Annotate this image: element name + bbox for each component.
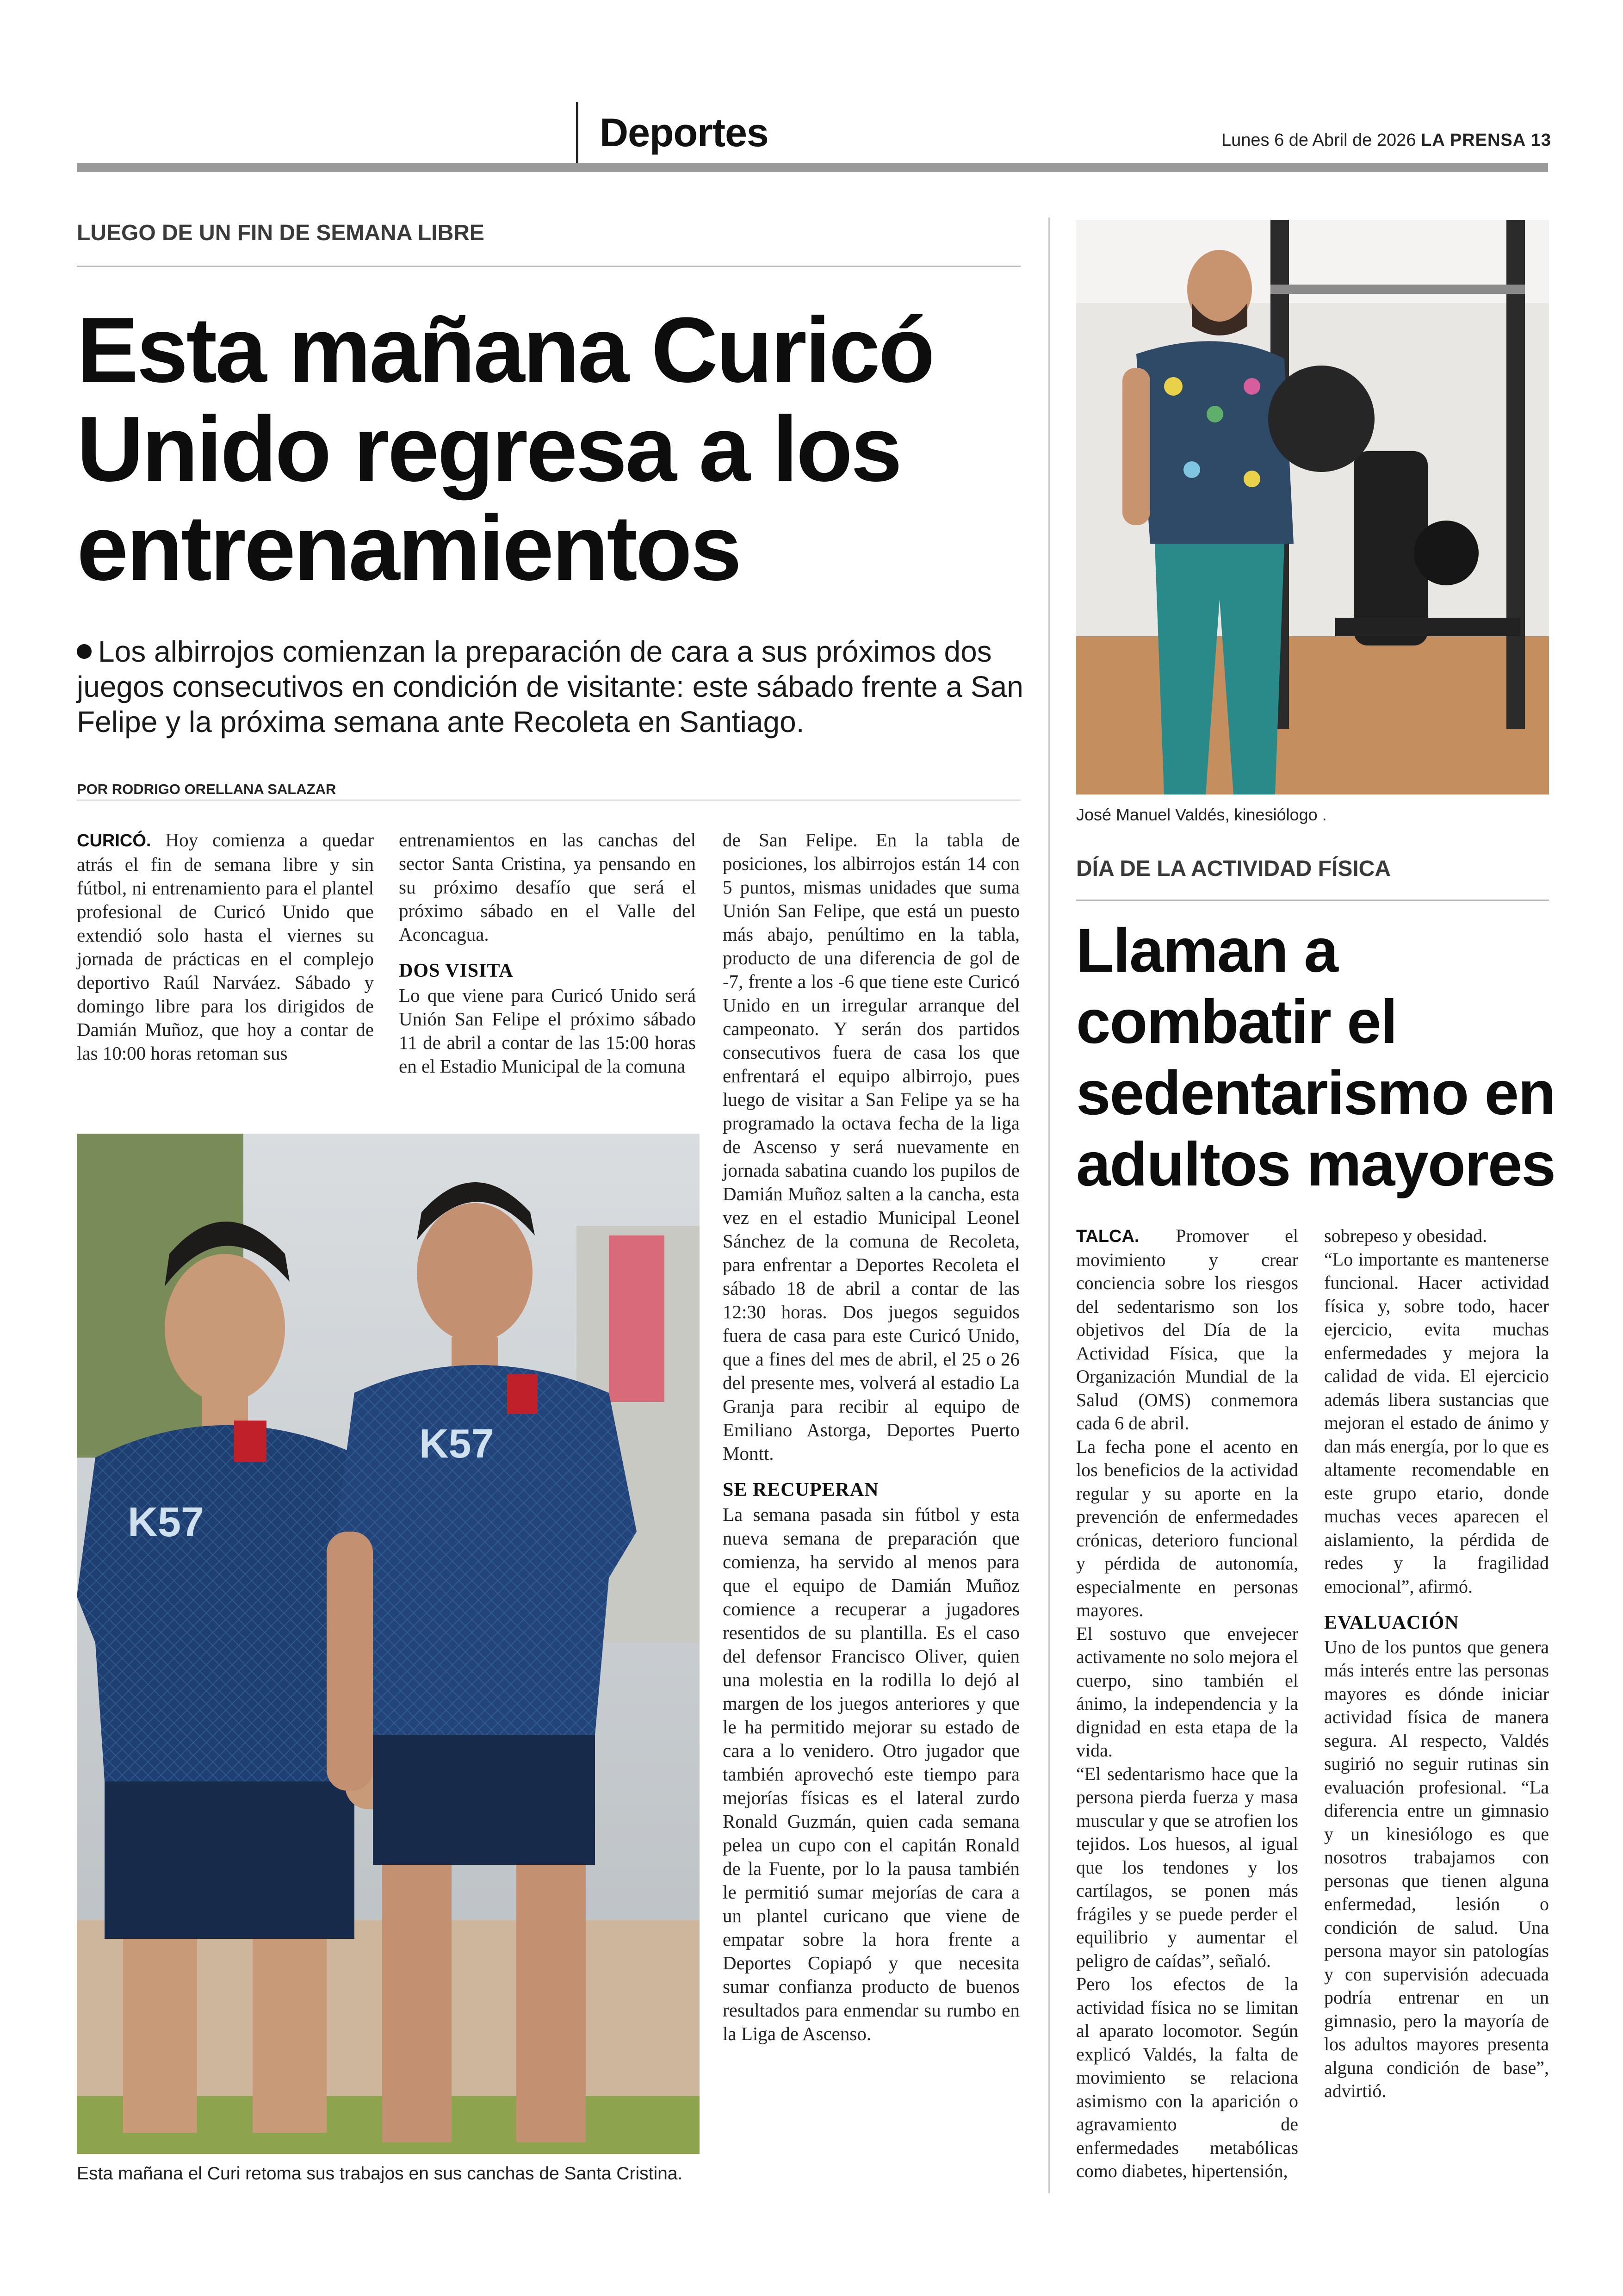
main-kicker: LUEGO DE UN FIN DE SEMANA LIBRE: [77, 221, 484, 245]
side-headline: Llaman a combatir el sedentarismo en adultos mayores: [1076, 916, 1555, 1199]
side-paragraph-6: “Lo importante es mantenerse funcional. Hacer actividad física y, sobre todo, hacer ejercicio, evita muchas enfermedades y mejora la calidad de vida. El ejercicio además libera sustancias que mejoran el estado de ánimo y dan más energía, por lo que es altamente recomendable en este grupo etario, donde muchas veces aparecen el aislamiento, la pérdida de redes y la fragilidad emocional”, afirmó.: [1324, 1248, 1549, 1597]
header-dateline: [1221, 130, 1551, 150]
main-headline: Esta mañana Curicó Unido regresa a los entrenamientos: [77, 298, 933, 600]
side-dateline: TALCA.: [1076, 1227, 1176, 1246]
side-paragraph-1-text: Promover el movimiento y crear conciencia sobre los riesgos del sedentarismo son los objetivos del Día de la Actividad Física, que la Organización Mundial de la Salud (OMS) conmemora cada 6 de abril.: [1076, 1225, 1299, 1433]
article-column-3: [723, 828, 1020, 2046]
side-paragraph-5-cont: sobrepeso y obesidad.: [1324, 1225, 1487, 1246]
main-kicker-rule: [77, 266, 1021, 267]
column-separator: [1048, 217, 1050, 2193]
article-column-2: [399, 828, 696, 1078]
header-rule: [77, 163, 1548, 172]
side-paragraph-1: [1076, 1224, 1298, 1435]
main-summary: [77, 634, 1030, 739]
side-subhead-1: EVALUACIÓN: [1324, 1612, 1459, 1633]
main-paragraph-2-cont: de San Felipe. En la tabla de posiciones, los albirrojos están 14 con 5 puntos, mismas unidades que suma Unión San Felipe, que está un puesto más abajo, penúltimo en la tabla, producto de una diferencia de gol de -7, frente a los -6 que tiene este Curicó Unido en un irregular arranque del campeonato. Y serán dos partidos consecutivos fuera de casa los que enfrentará el equipo albirrojo, pues luego de visitar a San Felipe ya se ha programado la octava fecha de la liga de Ascenso y será nuevamente en jornada sabatina cuando los pupilos de Damián Muñoz salten a la cancha, esta vez en el estadio Municipal Leonel Sánchez de la comuna de Recoleta, para enfrentar a Deportes Recoleta el sábado 18 de abril a contar de las 12:30 horas. Dos juegos seguidos fuera de casa para este Curicó Unido, que a fines del mes de abril, el 25 o 26 del presente mes, volverá al estadio La Granja para recibir al equipo de Emiliano Astorga, Deportes Puerto Montt.: [723, 829, 1020, 1464]
side-photo: [1076, 220, 1549, 794]
jersey-logo-left: K57: [128, 1499, 204, 1545]
page-number: 13: [1530, 130, 1552, 150]
side-paragraph-2: La fecha pone el acento en los beneficios de la actividad regular y su aporte en la prevención de enfermedades crónicas, deterioro funcional y pérdida de autonomía, especialmente en personas mayores.: [1076, 1436, 1298, 1620]
header-separator: [576, 102, 578, 164]
side-column-1: [1076, 1224, 1298, 2183]
side-paragraph-5: Pero los efectos de la actividad física no se limitan al aparato locomotor. Según explicó Valdés, la falta de movimiento se relaciona asimismo con la aparición o agravamiento de enfermedades metabólicas como diabetes, hipertensión,: [1076, 1973, 1298, 2181]
newspaper-name: LA PRENSA: [1421, 130, 1526, 150]
main-dateline: CURICÓ.: [77, 831, 151, 850]
main-paragraph-1: Hoy comienza a quedar atrás el fin de semana libre y sin fútbol, ni entrenamiento para el plantel profesional de Curicó Unido que extendió solo hasta el viernes su jornada de prácticas en el complejo deportivo Raúl Narváez. Sábado y domingo libre para los dirigidos de Damián Muñoz, que hoy a contar de las 10:00 horas retoman sus: [77, 829, 374, 1064]
main-photo: [77, 1134, 700, 2154]
side-paragraph-3: El sostuvo que envejecer activamente no solo mejora el cuerpo, sino también el ánimo, la independencia y la dignidad en esta etapa de la vida.: [1076, 1623, 1298, 1761]
side-paragraph-4: “El sedentarismo hace que la persona pierda fuerza y masa muscular y que se atrofien los tejidos. Los huesos, al igual que los tendones y los cartílagos, se ponen más frágiles y se puede perder el equilibrio y aumentar el peligro de caídas”, señaló.: [1076, 1763, 1298, 1971]
main-summary-text: Los albirrojos comienzan la preparación de cara a sus próximos dos juegos consecutivos en condición de visitante: este sábado frente a San Felipe y la próxima semana ante Recoleta en Santiago.: [77, 635, 1023, 738]
bullet-icon: [77, 644, 92, 659]
side-paragraph-7: Uno de los puntos que genera más interés entre las personas mayores es dónde iniciar actividad física de manera segura. Al respecto, Valdés sugirió no seguir rutinas sin evaluación profesional. “La diferencia entre un gimnasio y un kinesiólogo es que nosotros trabajamos con personas que tienen alguna enfermedad, lesión o condición de salud. Una persona mayor sin patologías y con supervisión adecuada podría entrenar en un gimnasio, pero la mayoría de los adultos mayores presenta alguna condición de base”, advirtió.: [1324, 1636, 1549, 2101]
jersey-logo-right: K57: [419, 1421, 494, 1466]
main-paragraph-3: La semana pasada sin fútbol y esta nueva semana de preparación que comienza, ha servido al menos para que el equipo de Damián Muñoz comience a recuperar a jugadores resentidos de su plantilla. Es el caso del defensor Francisco Oliver, quien una molestia en la rodilla lo dejó al margen de los juegos anteriores y que le ha permitido mejorar su estado de cara a lo venidero. Otro jugador que también aprovechó este tiempo para mejorías físicas es el lateral zurdo Ronald Guzmán, quien cada semana pelea un cupo con el capitán Ronald de la Fuente, por lo la pausa también le permitió sumar mejorías de cara a un plantel curicano que viene de empatar sobre la hora frente a Deportes Copiapó y que necesita sumar confianza producto de buenos resultados para enmendar su rumbo en la Liga de Ascenso.: [723, 1504, 1020, 2044]
byline: POR RODRIGO ORELLANA SALAZAR: [77, 781, 336, 797]
main-photo-caption: Esta mañana el Curi retoma sus trabajos en sus canchas de Santa Cristina.: [77, 2164, 683, 2184]
section-name: Deportes: [600, 111, 768, 155]
main-paragraph-1-cont: entrenamientos en las canchas del sector Santa Cristina, ya pensando en su próximo desafío que será el próximo sábado en el Valle del Aconcagua.: [399, 829, 696, 945]
side-column-2: [1324, 1224, 1549, 2103]
main-subhead-1: DOS VISITA: [399, 960, 514, 981]
side-kicker-rule: [1076, 900, 1549, 901]
main-paragraph-2: Lo que viene para Curicó Unido será Unión San Felipe el próximo sábado 11 de abril a contar de las 15:00 horas en el Estadio Municipal de la comuna: [399, 985, 696, 1077]
main-subhead-2: SE RECUPERAN: [723, 1479, 879, 1501]
side-kicker: DÍA DE LA ACTIVIDAD FÍSICA: [1076, 856, 1391, 881]
issue-date: Lunes 6 de Abril de 2026: [1221, 130, 1416, 150]
side-photo-caption: José Manuel Valdés, kinesiólogo .: [1076, 805, 1327, 824]
article-column-1: [77, 828, 374, 1065]
